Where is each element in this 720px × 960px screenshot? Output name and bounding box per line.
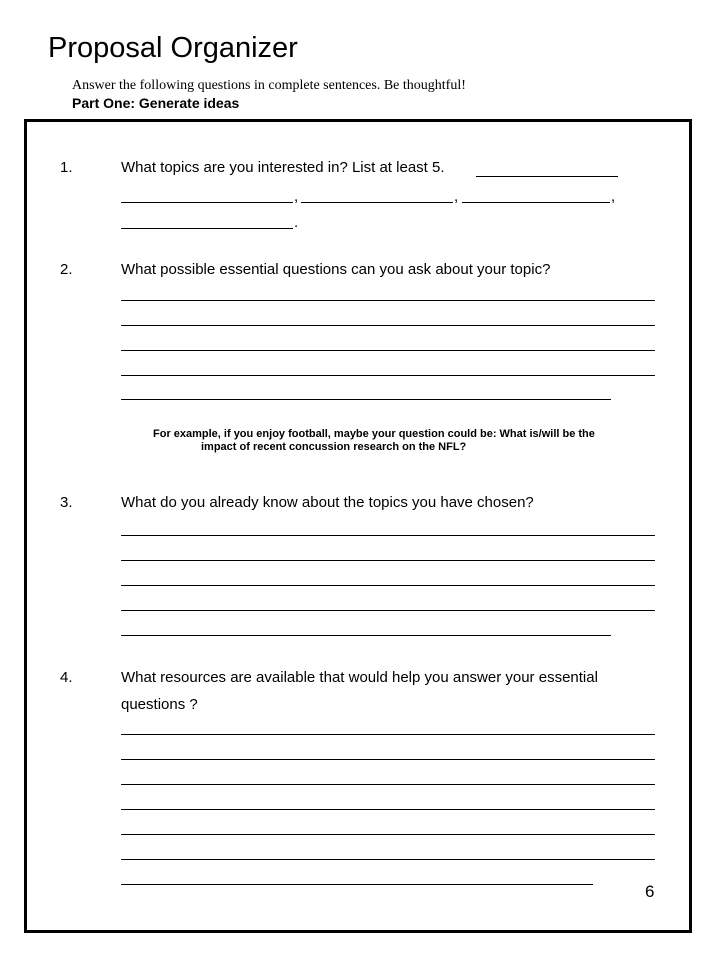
question-1-number: 1. <box>60 159 73 176</box>
part-one-heading: Part One: Generate ideas <box>72 95 240 111</box>
answer-line[interactable] <box>121 325 655 326</box>
question-2-number: 2. <box>60 261 73 278</box>
separator-comma: , <box>611 188 616 205</box>
example-text-line-1: For example, if you enjoy football, maybe your question could be: What is/will be the <box>153 428 595 440</box>
page-title: Proposal Organizer <box>48 32 298 64</box>
answer-line[interactable] <box>301 202 453 203</box>
answer-line[interactable] <box>121 375 655 376</box>
answer-line[interactable] <box>121 759 655 760</box>
answer-line[interactable] <box>121 300 655 301</box>
answer-line[interactable] <box>121 784 655 785</box>
separator-period: . <box>294 214 299 231</box>
question-4-text-line-2: questions ? <box>121 696 198 713</box>
answer-line[interactable] <box>121 734 655 735</box>
answer-line[interactable] <box>476 176 618 177</box>
example-text-line-2: impact of recent concussion research on the NFL? <box>201 441 467 453</box>
separator-comma: , <box>454 188 459 205</box>
separator-comma: , <box>294 188 299 205</box>
answer-line[interactable] <box>121 834 655 835</box>
question-1-text: What topics are you interested in? List at least 5. <box>121 159 445 176</box>
question-3-number: 3. <box>60 494 73 511</box>
question-4-number: 4. <box>60 669 73 686</box>
question-4-text-line-1: What resources are available that would help you answer your essential <box>121 669 598 686</box>
answer-line[interactable] <box>121 399 611 400</box>
answer-line[interactable] <box>121 809 655 810</box>
answer-line[interactable] <box>121 635 611 636</box>
answer-line[interactable] <box>121 884 593 885</box>
answer-line[interactable] <box>121 228 293 229</box>
worksheet-frame <box>24 119 692 933</box>
answer-line[interactable] <box>121 202 293 203</box>
answer-line[interactable] <box>121 350 655 351</box>
question-3-text: What do you already know about the topics you have chosen? <box>121 494 534 511</box>
answer-line[interactable] <box>121 585 655 586</box>
question-2-text: What possible essential questions can you ask about your topic? <box>121 261 551 278</box>
answer-line[interactable] <box>121 535 655 536</box>
answer-line[interactable] <box>121 560 655 561</box>
page-number: 6 <box>645 882 655 901</box>
answer-line[interactable] <box>121 859 655 860</box>
answer-line[interactable] <box>121 610 655 611</box>
instructions-text: Answer the following questions in complete sentences. Be thoughtful! <box>72 78 466 93</box>
answer-line[interactable] <box>462 202 610 203</box>
